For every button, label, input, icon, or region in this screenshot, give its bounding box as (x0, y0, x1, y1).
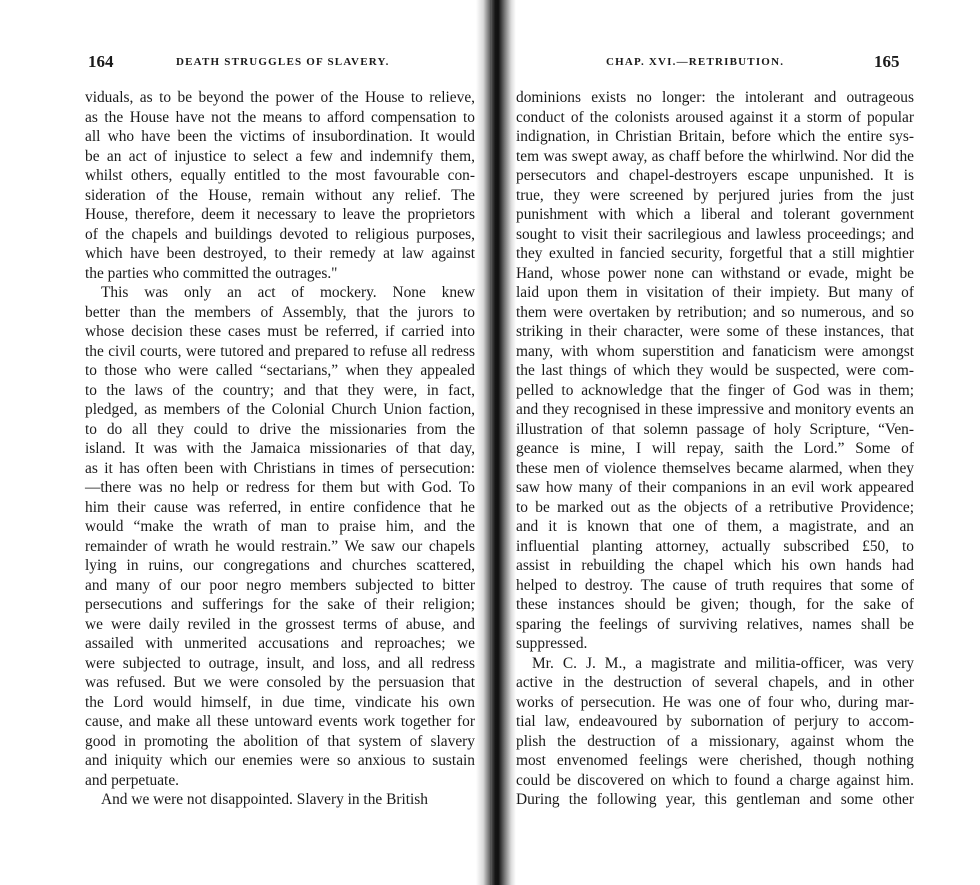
text-line: whose decision these cases must be referred, if carried into (85, 323, 475, 340)
running-head-left: DEATH STRUGGLES OF SLAVERY. (176, 56, 390, 68)
text-line: many, with whom superstition and fanaticism were amongst (516, 342, 914, 360)
text-line: him their cause was referred, in entire confidence that he (85, 498, 475, 516)
text-line: persecutions and sufferings for the sake of their religion; (85, 596, 475, 613)
text-line: striking in their character, were some of these instances, that (516, 323, 914, 340)
right-page-body (516, 88, 914, 810)
text-line: And we were not disappointed. Slavery in the British (101, 791, 428, 808)
text-line: the parties who committed the outrages." (85, 264, 338, 282)
text-line: During the following year, this gentleman and some other (516, 791, 914, 808)
text-line: to be marked out as the objects of a retributive Providence; (516, 498, 914, 516)
text-line: assist in rebuilding the chapel which his own hands had (516, 557, 914, 574)
text-line: viduals, as to be beyond the power of the House to relieve, (85, 89, 475, 106)
text-line: remainder of wrath he would restrain.” We saw our chapels (85, 537, 475, 555)
text-line: saw how many of their companions in an evil work appeared (516, 479, 914, 496)
text-line: true, they were screened by perjured juries from the just (516, 186, 914, 204)
text-line: all who have been the victims of insubordination. It would (85, 128, 475, 145)
text-line: these instances should be given; though, for the sake of (516, 596, 914, 613)
text-line: tem was swept away, as chaff before the whirlwind. Nor did the (516, 147, 914, 165)
text-line: sought to visit their sacrilegious and lawless proceedings; and (516, 225, 914, 243)
left-page (0, 0, 484, 885)
text-line: Hand, whose power none can withstand or evade, might be (516, 264, 914, 282)
page-number-left: 164 (88, 52, 114, 71)
text-line: laid upon them in visitation of their impiety. But many of (516, 284, 914, 301)
text-line: the Lord would himself, in due time, vindicate his own (85, 693, 475, 711)
text-line: indignation, in Christian Britain, before which the entire sys- (516, 128, 914, 145)
text-line: to do all they could to drive the missionaries from the (85, 420, 475, 438)
text-line: assailed with unmerited accusations and reproaches; we (85, 635, 475, 652)
text-line: geance is mine, I will repay, saith the Lord.” Some of (516, 440, 914, 457)
text-line: we were daily reviled in the grossest terms of abuse, and (85, 615, 475, 633)
text-line: which have been destroyed, to their remedy at law against (85, 245, 475, 262)
text-line: House, therefore, deem it necessary to leave the proprietors (85, 206, 475, 223)
text-line: active in the destruction of several chapels, and in other (516, 674, 914, 691)
text-line: good in promoting the abolition of that system of slavery (85, 732, 475, 750)
text-line: and it is known that one of them, a magistrate, and an (516, 518, 914, 535)
text-line: and they recognised in these impressive and monitory events an (516, 401, 914, 418)
text-line: sideration of the House, remain without any relief. The (85, 186, 475, 204)
text-line: dominions exists no longer: the intolerant and outrageous (516, 89, 914, 106)
text-line: tial law, endeavoured by subornation of perjury to accom- (516, 713, 914, 730)
text-line: and perpetuate. (85, 771, 180, 789)
text-line: illustration of that solemn passage of holy Scripture, “Ven- (516, 420, 914, 438)
text-line: of the chapels and buildings devoted to religious purposes, (85, 225, 475, 243)
text-line: sparing the feelings of surviving relatives, names shall be (516, 615, 914, 633)
text-line: cause, and make all these untoward events work together for (85, 713, 475, 730)
right-page (506, 0, 980, 885)
text-line: to those who were called “sectarians,” when they appealed (85, 362, 475, 379)
text-line: to the laws of the country; and that they were, in fact, (85, 381, 475, 399)
text-line: persecutors and chapel-destroyers escape unpunished. It is (516, 167, 914, 184)
text-line: Mr. C. J. M., a magistrate and militia-officer, was very (532, 654, 914, 672)
page-number-right: 165 (874, 52, 900, 71)
text-line: suppressed. (516, 635, 588, 652)
text-line: influential planting attorney, actually subscribed £50, to (516, 537, 914, 555)
text-line: pledged, as members of the Colonial Church Union faction, (85, 401, 475, 418)
text-line: works of persecution. He was one of four who, during mar- (516, 693, 914, 711)
left-page-body (85, 88, 475, 810)
text-line: helped to destroy. The cause of truth requires that some of (516, 576, 914, 594)
text-line: as it has often been with Christians in times of persecution: (85, 459, 475, 477)
text-line: island. It was with the Jamaica missionaries of that day, (85, 440, 475, 457)
text-line: and iniquity which our enemies were so anxious to sustain (85, 752, 475, 769)
text-line: pelled to acknowledge that the finger of God was in them; (516, 381, 914, 399)
text-line: and many of our poor negro members subjected to bitter (85, 576, 475, 594)
running-head-right: CHAP. XVI.—RETRIBUTION. (606, 56, 785, 68)
text-line: could be discovered on which to found a charge against him. (516, 771, 914, 789)
text-line: conduct of the colonists aroused against it a storm of popular (516, 108, 914, 126)
text-line: whilst others, equally entitled to the most favourable con- (85, 167, 475, 184)
text-line: —there was no help or redress for them but with God. To (85, 479, 475, 496)
text-line: the civil courts, were tutored and prepared to refuse all redress (85, 342, 475, 360)
text-line: they exulted in fancied security, forgetful that a still mightier (516, 245, 914, 262)
text-line: these men of violence themselves became alarmed, when they (516, 459, 914, 477)
text-line: most envenomed feelings were cherished, though nothing (516, 752, 914, 769)
text-line: better than the members of Assembly, that the jurors to (85, 303, 475, 321)
gutter-edge-left (490, 0, 492, 885)
text-line: lying in ruins, our congregations and churches scattered, (85, 557, 475, 574)
text-line: were subjected to outrage, insult, and loss, and all redress (85, 654, 475, 672)
text-line: This was only an act of mockery. None knew (101, 284, 475, 301)
text-line: them were overtaken by retribution; and so numerous, and so (516, 303, 914, 321)
text-line: plish the destruction of a missionary, against whom the (516, 732, 914, 750)
text-line: be an act of injustice to select a few and indemnify them, (85, 147, 475, 165)
text-line: would “make the wrath of man to praise him, and the (85, 518, 475, 535)
text-line: the last things of which they would be suspected, were com- (516, 362, 914, 379)
text-line: was refused. But we were consoled by the persuasion that (85, 674, 475, 691)
text-line: as the House have not the means to afford compensation to (85, 108, 475, 126)
text-line: punishment with which a liberal and tolerant government (516, 206, 914, 223)
